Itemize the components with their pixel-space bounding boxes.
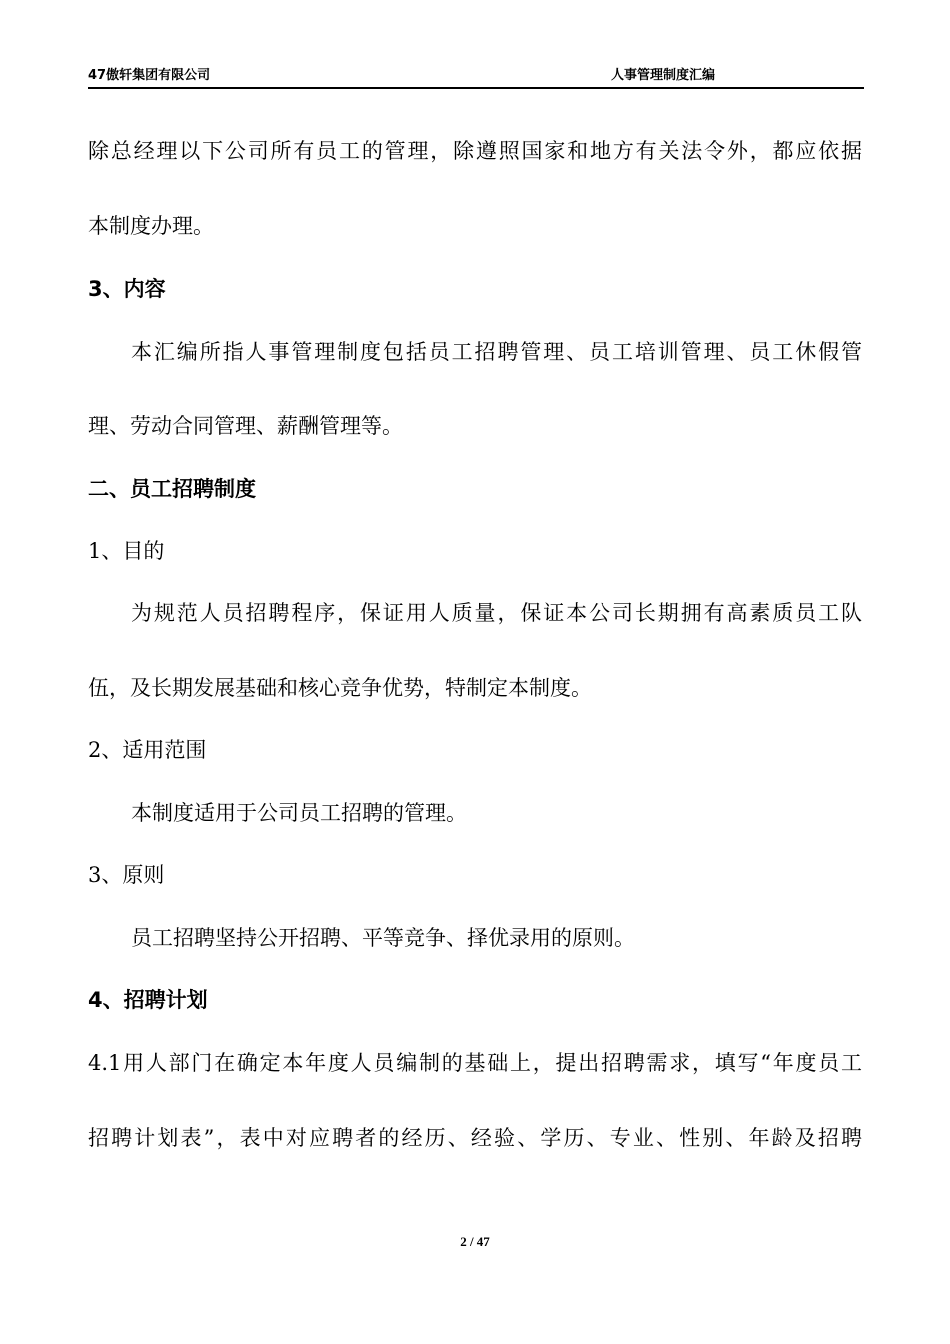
paragraph-scope-line-1: 除总经理以下公司所有员工的管理，除遵照国家和地方有关法令外，都应依据 (88, 139, 862, 163)
paragraph-plan-line-2: 招聘计划表”，表中对应聘者的经历、经验、学历、专业、性别、年龄及招聘 (88, 1126, 862, 1150)
header-divider (88, 87, 864, 89)
paragraph-principle: 员工招聘坚持公开招聘、平等竞争、择优录用的原则。 (131, 926, 635, 950)
paragraph-plan-line-1: 4.1用人部门在确定本年度人员编制的基础上，提出招聘需求，填写“年度员工 (88, 1051, 862, 1075)
page-number: 2 / 47 (460, 1234, 490, 1249)
paragraph-content-line-2: 理、劳动合同管理、薪酬管理等。 (88, 414, 403, 438)
paragraph-content-line-1: 本汇编所指人事管理制度包括员工招聘管理、员工培训管理、员工休假管 (131, 340, 862, 364)
item-principle-heading: 3、原则 (88, 863, 165, 887)
heading-recruitment-plan: 4、招聘计划 (88, 988, 208, 1012)
paragraph-purpose-line-1: 为规范人员招聘程序，保证用人质量，保证本公司长期拥有高素质员工队 (131, 601, 862, 625)
paragraph-scope-applicability: 本制度适用于公司员工招聘的管理。 (131, 801, 467, 825)
heading-content: 3、内容 (88, 277, 166, 301)
item-purpose-heading: 1、目的 (88, 539, 165, 563)
paragraph-scope-line-2: 本制度办理。 (88, 214, 214, 238)
header-company-name: 47傲轩集团有限公司 (88, 68, 211, 83)
header-document-title: 人事管理制度汇编 (611, 68, 716, 83)
section-title-recruitment: 二、员工招聘制度 (88, 477, 256, 501)
paragraph-purpose-line-2: 伍，及长期发展基础和核心竞争优势，特制定本制度。 (88, 676, 592, 700)
item-scope-heading: 2、适用范围 (88, 738, 207, 762)
